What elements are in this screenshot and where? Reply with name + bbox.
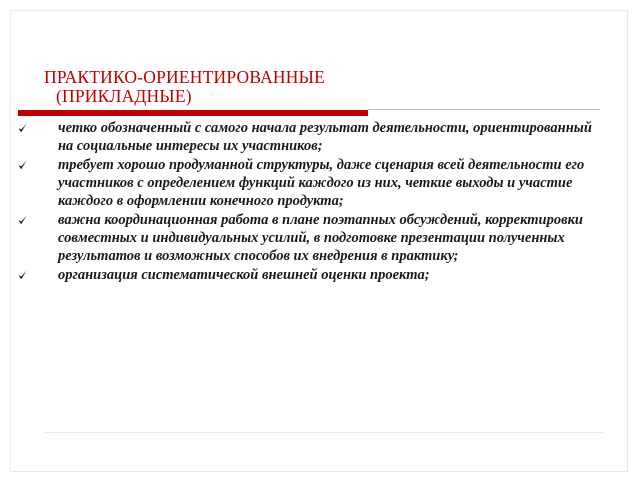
title-line-2: (ПРИКЛАДНЫЕ) <box>56 86 192 106</box>
check-arrow-icon <box>18 123 27 133</box>
bullet-text: требует хорошо продуманной структуры, даже сценария всей деятельности его участников с определением функций каждого из них, четкие выходы и участие каждого в оформлении конечного продукта; <box>58 157 585 209</box>
title-line-1: ПРАКТИКО-ОРИЕНТИРОВАННЫЕ <box>44 67 325 87</box>
check-arrow-icon <box>18 160 27 170</box>
footer-divider <box>44 432 604 433</box>
title-accent-bar <box>18 110 368 116</box>
check-arrow-icon <box>18 215 27 225</box>
bullet-text: организация систематической внешней оценки проекта; <box>58 267 430 283</box>
bullet-item <box>18 266 603 284</box>
check-arrow-icon <box>18 270 27 280</box>
bullet-text: важна координационная работа в плане поэтапных обсуждений, корректировки совместных и индивидуальных усилий, в подготовке презентации полученных результатов и возможных способов их внедрения в практику; <box>58 212 583 264</box>
bullet-item <box>18 211 603 265</box>
title-accent-line <box>368 109 600 110</box>
slide-title <box>44 68 564 106</box>
bullet-text: четко обозначенный с самого начала результат деятельности, ориентированный на социальные интересы их участников; <box>58 120 592 154</box>
bullet-item <box>18 119 603 155</box>
bullet-item <box>18 156 603 210</box>
bullet-list <box>18 119 603 285</box>
